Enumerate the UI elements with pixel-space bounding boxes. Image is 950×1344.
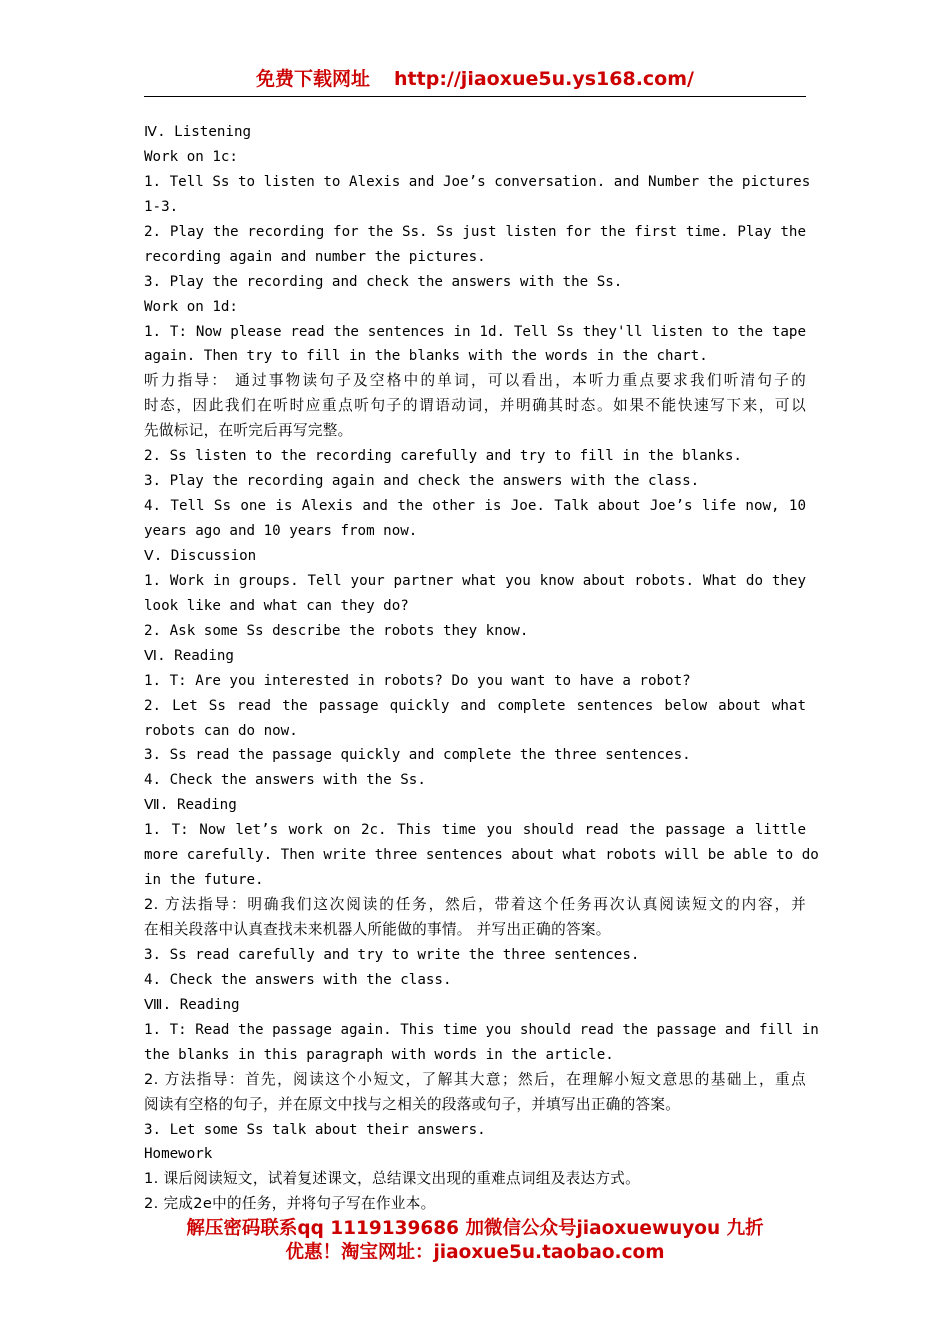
text-line: Homework — [144, 1146, 213, 1163]
text-line: 1. T: Are you interested in robots? Do you want to have a robot? — [144, 672, 691, 689]
text-line: 1. Tell Ss to listen to Alexis and Joe’s conversation. and Number the pictures — [144, 173, 811, 190]
text-line: 3. Play the recording and check the answers with the Ss. — [144, 273, 623, 290]
text-line: 1. T: Read the passage again. This time you should read the passage and fill in — [144, 1021, 819, 1038]
lesson-body — [144, 120, 819, 1217]
text-line: years ago and 10 years from now. — [144, 523, 418, 539]
text-line: 3. Ss read carefully and try to write the three sentences. — [144, 946, 640, 963]
page-header — [144, 64, 806, 97]
page-footer — [144, 1217, 806, 1265]
text-line: Work on 1c: — [144, 148, 238, 165]
text-line: 2. 完成2e中的任务，并将句子写在作业本。 — [144, 1195, 436, 1213]
text-line: 3. Let some Ss talk about their answers. — [144, 1121, 486, 1138]
text-line: 4. Tell Ss one is Alexis and the other is Joe. Talk about Joe’s life now, 10 — [144, 498, 806, 515]
text-line: Ⅴ. Discussion — [144, 547, 257, 564]
text-line: 在相关段落中认真查找未来机器人所能做的事情。 并写出正确的答案。 — [144, 921, 611, 938]
text-line: 2. Let Ss read the passage quickly and complete sentences below about what — [144, 697, 806, 714]
text-line: 1. 课后阅读短文，试着复述课文，总结课文出现的重难点词组及表达方式。 — [144, 1170, 641, 1188]
text-line: 阅读有空格的句子，并在原文中找与之相关的段落或句子，并填写出正确的答案。 — [144, 1095, 681, 1113]
text-line: in the future. — [144, 872, 264, 889]
text-line: the blanks in this paragraph with words in the article. — [144, 1046, 614, 1063]
text-line: 1. T: Now let’s work on 2c. This time you should read the passage a little — [144, 822, 806, 839]
text-line: 2. Play the recording for the Ss. Ss just listen for the first time. Play the — [144, 223, 806, 240]
text-line: Ⅵ. Reading — [144, 647, 234, 664]
header-url[interactable]: http://jiaoxue5u.ys168.com/ — [394, 68, 694, 90]
text-line: 4. Check the answers with the class. — [144, 971, 452, 988]
text-line: 先做标记，在听完后再写完整。 — [144, 422, 353, 440]
text-line: 2. 方法指导：首先，阅读这个小短文，了解其大意；然后，在理解小短文意思的基础上，重点 — [144, 1070, 806, 1088]
text-line: robots can do now. — [144, 722, 298, 739]
text-line: Ⅶ. Reading — [144, 797, 237, 814]
text-line: 听力指导： 通过事物读句子及空格中的单词，可以看出，本听力重点要求我们听清句子的 — [144, 372, 806, 390]
text-line: 4. Check the answers with the Ss. — [144, 772, 426, 789]
footer-line-1: 解压密码联系qq 1119139686 加微信公众号jiaoxuewuyou 九折 — [186, 1218, 764, 1239]
text-line: 3. Play the recording again and check the answers with the class. — [144, 473, 700, 490]
text-line: 1-3. — [144, 198, 179, 215]
text-line: 2. Ss listen to the recording carefully and try to fill in the blanks. — [144, 448, 742, 465]
text-line: again. Then try to fill in the blanks with the words in the chart. — [144, 348, 708, 365]
footer-line-2: 优惠！淘宝网址：jiaoxue5u.taobao.com — [285, 1242, 665, 1263]
text-line: more carefully. Then write three sentences about what robots will be able to do — [144, 847, 819, 864]
text-line: Ⅳ. Listening — [144, 124, 252, 140]
text-line: 1. T: Now please read the sentences in 1d. Tell Ss they'll listen to the tape — [144, 323, 806, 340]
text-line: Work on 1d: — [144, 298, 238, 315]
text-line: 2. 方法指导：明确我们这次阅读的任务，然后，带着这个任务再次认真阅读短文的内容，并 — [144, 896, 806, 914]
text-line: Ⅷ. Reading — [144, 996, 240, 1013]
text-line: 2. Ask some Ss describe the robots they know. — [144, 622, 529, 639]
text-line: recording again and number the pictures. — [144, 248, 486, 265]
header-label: 免费下载网址 — [256, 68, 371, 90]
text-line: 3. Ss read the passage quickly and complete the three sentences. — [144, 747, 691, 764]
text-line: look like and what can they do? — [144, 597, 409, 614]
text-line: 时态，因此我们在听时应重点听句子的谓语动词，并明确其时态。如果不能快速写下来，可以 — [144, 397, 806, 415]
text-line: 1. Work in groups. Tell your partner what you know about robots. What do they — [144, 572, 806, 589]
